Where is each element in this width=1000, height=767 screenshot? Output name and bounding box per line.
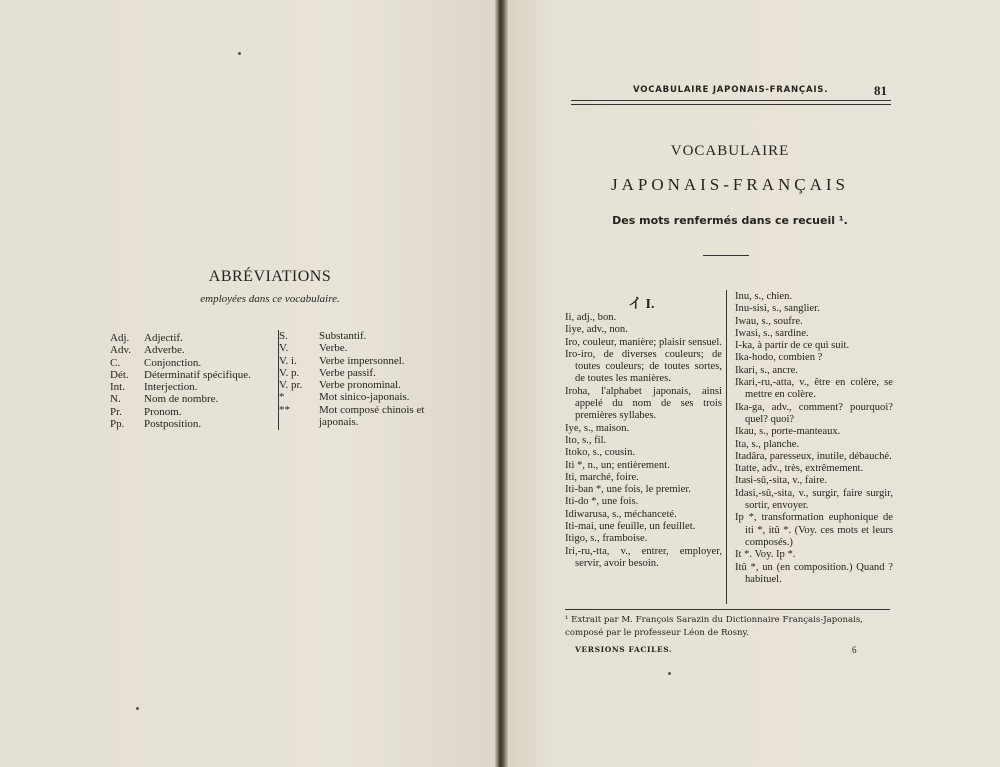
vocabulary-entry: Itasi-sû,-sita, v., faire. (735, 475, 827, 487)
vocabulary-entry: Itû *, un (en composition.) Quand ? habituel. (735, 561, 893, 585)
header-rule (571, 100, 891, 101)
abbreviations-list-left (110, 332, 274, 430)
vocabulary-entry: Iye, s., maison. (565, 422, 630, 434)
header-rule (571, 104, 891, 105)
abbreviation-row (279, 379, 449, 391)
vocabulary-entry: Idasi,-sû,-sita, v., surgir, faire surgir, sortir, envoyer. (735, 487, 893, 512)
abbreviations-title: ABRÉVIATIONS (208, 268, 332, 285)
abbreviation-row (279, 367, 449, 379)
vocabulary-entry: Iti-mai, une feuille, un feuillet. (565, 521, 696, 533)
abbreviation-meaning: Déterminatif spécifique. (144, 368, 251, 381)
vocabulary-entry: Iti, marché, foire. (565, 471, 639, 483)
vocabulary-entry: Inu, s., chien. (735, 291, 793, 302)
vocabulary-description: Des mots renfermés dans ce recueil ¹. (612, 214, 848, 227)
abbreviation-meaning: Adverbe. (144, 344, 185, 357)
abbreviation-row (279, 404, 449, 429)
vocabulary-entry: Itigo, s., framboise. (565, 533, 648, 545)
vocabulary-entry: Iri,-ru,-tta, v., entrer, employer, servir, avoir besoin. (565, 545, 722, 569)
abbreviation-code: Adj. (110, 332, 130, 344)
abbreviation-code: Pr. (110, 405, 122, 418)
vocabulary-entry: Ip *, transformation euphonique de iti *, itû *. (Voy. ces mots et leurs composés.) (735, 512, 893, 548)
signature-mark: VERSIONS FACILES. (575, 645, 673, 654)
vocabulary-title: VOCABULAIRE (670, 143, 790, 159)
abbreviation-row (279, 330, 449, 342)
abbreviation-meaning: Interjection. (144, 381, 198, 394)
title-rule (703, 255, 749, 256)
footnote-rule (565, 609, 890, 610)
abbreviation-meaning: Verbe pronominal. (319, 379, 401, 392)
abbreviation-code: Dét. (110, 368, 129, 381)
vocabulary-subtitle: JAPONAIS-FRANÇAIS (610, 175, 850, 194)
vocabulary-entry: Iro, couleur, manière; plaisir sensuel. (565, 336, 722, 348)
abbreviation-row (110, 369, 274, 381)
abbreviations-subtitle: employées dans ce vocabulaire. (200, 293, 340, 305)
vocabulary-entry: Ika-ga, adv., comment? pourquoi? quel? quoi? (735, 401, 893, 425)
abbreviation-code: Int. (110, 381, 125, 394)
vocabulary-entry: I-ka, à partir de ce qui suit. (735, 340, 850, 352)
abbreviation-meaning: Postposition. (144, 418, 202, 431)
vocabulary-entry: Idiwarusa, s., méchanceté. (565, 508, 677, 520)
vocabulary-entry: Iro-iro, de diverses couleurs; de toutes couleurs; de toutes sortes, de toutes les manières. (565, 348, 722, 385)
paper-speck (668, 672, 671, 675)
abbreviation-code: Pp. (110, 418, 125, 431)
abbreviation-meaning: Nom de nombre. (144, 393, 219, 406)
letter-heading: イ I. (628, 297, 655, 312)
abbreviation-code: S. (279, 330, 288, 342)
abbreviation-meaning: Substantif. (319, 330, 367, 342)
abbreviation-code: * (279, 391, 285, 404)
vocabulary-entry: It *. Voy. Ip *. (735, 549, 796, 561)
vocabulary-entry: Iti-ban *, une fois, le premier. (565, 484, 691, 496)
column-divider (726, 290, 727, 604)
paper-speck (136, 707, 139, 710)
abbreviation-meaning: Pronom. (144, 405, 182, 418)
abbreviation-code: V. (279, 342, 289, 355)
abbreviation-row (279, 355, 449, 367)
abbreviation-row (279, 342, 449, 354)
abbreviation-code: Adv. (110, 344, 131, 357)
abbreviations-list-right (278, 330, 449, 430)
abbreviation-code: V. pr. (279, 379, 303, 392)
entries-column-left (565, 312, 722, 570)
abbreviation-code: ** (279, 403, 290, 416)
abbreviation-meaning: Verbe passif. (319, 366, 376, 379)
abbreviation-meaning: Verbe. (319, 342, 348, 355)
running-header: VOCABULAIRE JAPONAIS-FRANÇAIS. (633, 85, 829, 95)
vocabulary-entry: Iti *, n., un; entièrement. (565, 459, 670, 471)
vocabulary-entry: Ii, adj., bon. (565, 312, 617, 323)
vocabulary-entry: Ikau, s., porte-manteaux. (735, 426, 841, 438)
vocabulary-entry: Ita, s., planche. (735, 438, 800, 450)
vocabulary-entry: Iroha, l'alphabet japonais, ainsi appelé du nom de ses trois premières syllabes. (565, 385, 722, 422)
abbreviation-code: C. (110, 356, 121, 369)
signature-number: 6 (852, 645, 857, 655)
abbreviation-row (110, 344, 274, 356)
vocabulary-entry: Iiye, adv., non. (565, 324, 628, 336)
abbreviation-meaning: Adjectif. (144, 332, 183, 344)
abbreviation-meaning: Conjonction. (144, 356, 202, 369)
vocabulary-entry: Ika-hodo, combien ? (735, 352, 823, 364)
vocabulary-entry: Ikari, s., ancre. (735, 364, 798, 376)
abbreviation-row (110, 418, 274, 430)
abbreviation-row (279, 391, 449, 403)
vocabulary-entry: Itadâra, paresseux, inutile, débauché. (735, 450, 892, 462)
vocabulary-entry: Itatte, adv., très, extrêmement. (735, 463, 864, 475)
vocabulary-entry: Ito, s., fil. (565, 434, 607, 446)
abbreviation-row (110, 393, 274, 405)
vocabulary-entry: Iti-do *, une fois. (565, 496, 639, 508)
abbreviation-row (110, 381, 274, 393)
vocabulary-entry: Ikari,-ru,-atta, v., être en colère, se mettre en colère. (735, 377, 893, 401)
entries-column-right (735, 291, 893, 586)
vocabulary-entry: Iwau, s., soufre. (735, 315, 803, 327)
vocabulary-entry: Itoko, s., cousin. (565, 447, 636, 459)
footnote: ¹ Extrait par M. François Sarazin du Dictionnaire Français-Japonais, composé par le professeur Léon de Rosny. (565, 615, 864, 638)
abbreviation-code: V. p. (279, 366, 300, 379)
abbreviation-meaning: Verbe impersonnel. (319, 354, 405, 367)
abbreviation-row (110, 406, 274, 418)
abbreviation-row (110, 332, 274, 344)
book-gutter (495, 0, 508, 767)
abbreviation-row (110, 357, 274, 369)
abbreviation-meaning: Mot sinico-japonais. (319, 391, 410, 404)
vocabulary-entry: Iwasi, s., sardine. (735, 327, 809, 339)
abbreviation-meaning: Mot composé chinois et japonais. (319, 403, 425, 429)
abbreviation-code: N. (110, 393, 121, 406)
paper-speck (238, 52, 241, 55)
vocabulary-entry: Inu-sisi, s., sanglier. (735, 303, 820, 315)
page-number: 81 (874, 83, 887, 98)
abbreviation-code: V. i. (279, 354, 297, 367)
